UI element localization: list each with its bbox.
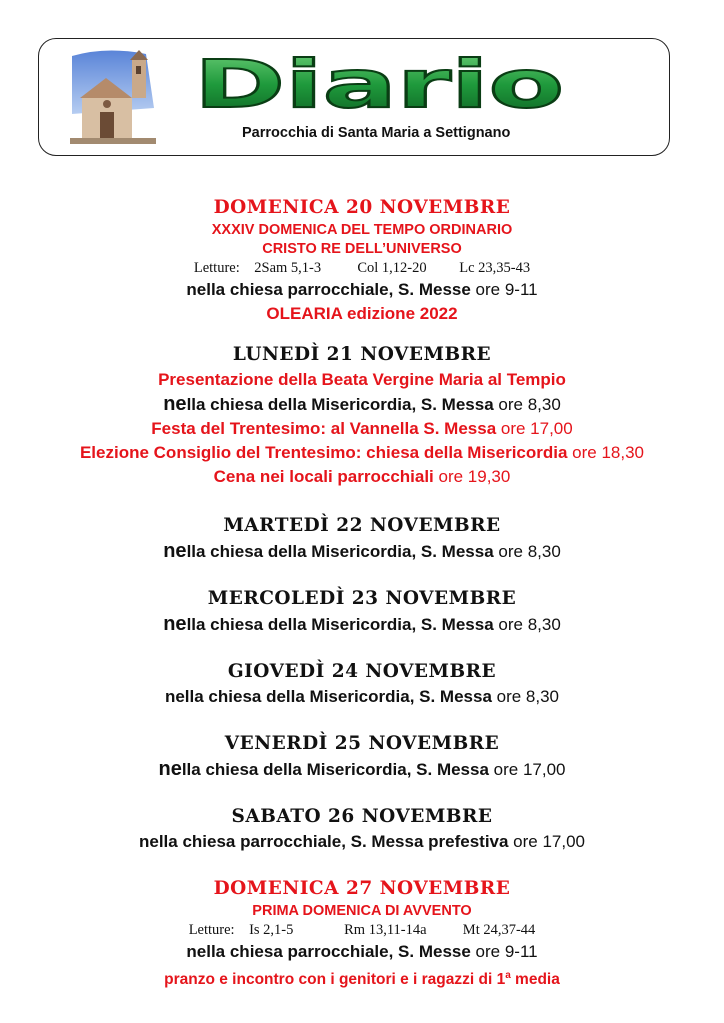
- day-block-22: [0, 513, 724, 564]
- day-title: DOMENICA 20 NOVEMBRE: [213, 197, 511, 218]
- event-line: [0, 964, 724, 992]
- day-title: GIOVEDÌ 24 NOVEMBRE: [227, 661, 497, 682]
- mass-n: ne: [163, 540, 187, 562]
- mass-line: [0, 685, 724, 709]
- event-text: pranzo e incontro con i genitori e i ragazzi di 1: [164, 971, 506, 989]
- day-block-23: [0, 586, 724, 637]
- readings: Letture: 2Sam 5,1-3 Col 1,12-20 Lc 23,35-43: [193, 260, 531, 276]
- day-block-24: [0, 659, 724, 709]
- mass-time: ore 8,30: [493, 542, 561, 561]
- mass-place: lla chiesa della Misericordia, S. Messa: [186, 615, 494, 634]
- church-image: [66, 48, 160, 146]
- mass-line: [0, 392, 724, 417]
- day-title: SABATO 26 NOVEMBRE: [231, 806, 493, 827]
- festa-line: [0, 417, 724, 441]
- elezione-text: Elezione Consiglio del Trentesimo: chiesa della Misericordia: [79, 443, 568, 462]
- mass-line: [0, 757, 724, 782]
- diario-title-text: Diario: [194, 46, 564, 121]
- mass-n: ne: [158, 758, 182, 780]
- mass-time: ore 9-11: [470, 942, 538, 961]
- festa-time: ore 17,00: [496, 419, 573, 438]
- day-title: DOMENICA 27 NOVEMBRE: [213, 878, 511, 899]
- day-subtitle: CRISTO RE DELL’UNIVERSO: [262, 241, 462, 257]
- mass-place: nella chiesa parrocchiale, S. Messe: [186, 280, 471, 299]
- event-line: OLEARIA edizione 2022: [266, 304, 458, 323]
- readings: Letture: Is 2,1-5 Rm 13,11-14a Mt 24,37-44: [188, 922, 536, 938]
- day-subtitle: PRIMA DOMENICA DI AVVENTO: [252, 903, 472, 919]
- mass-place: lla chiesa della Misericordia, S. Messa: [181, 760, 489, 779]
- cena-text: Cena nei locali parrocchiali: [213, 467, 434, 486]
- schedule: [0, 195, 724, 992]
- day-title: MERCOLEDÌ 23 NOVEMBRE: [207, 588, 517, 609]
- day-title: LUNEDÌ 21 NOVEMBRE: [232, 344, 492, 365]
- day-block-20: [0, 195, 724, 326]
- mass-n: ne: [163, 393, 187, 415]
- day-block-21: [0, 342, 724, 489]
- mass-time: ore 8,30: [493, 615, 561, 634]
- mass-line: [0, 940, 724, 964]
- mass-n: ne: [163, 613, 187, 635]
- mass-time: ore 9-11: [470, 280, 538, 299]
- mass-line: [0, 830, 724, 854]
- event-end: media: [510, 971, 560, 989]
- day-title: VENERDÌ 25 NOVEMBRE: [224, 733, 500, 754]
- day-block-25: [0, 731, 724, 782]
- cena-line: [0, 465, 724, 489]
- mass-place: nella chiesa parrocchiale, S. Messe: [186, 942, 471, 961]
- festa-text: Festa del Trentesimo: al Vannella S. Messa: [151, 419, 497, 438]
- mass-line: [0, 278, 724, 302]
- day-subtitle: XXXIV DOMENICA DEL TEMPO ORDINARIO: [211, 222, 513, 238]
- event-sup: a: [505, 970, 511, 981]
- elezione-line: [0, 441, 724, 465]
- mass-place: lla chiesa della Misericordia, S. Messa: [186, 395, 494, 414]
- day-title: MARTEDÌ 22 NOVEMBRE: [223, 515, 501, 536]
- mass-time: ore 8,30: [493, 395, 561, 414]
- day-block-26: [0, 804, 724, 854]
- elezione-time: ore 18,30: [567, 443, 645, 462]
- mass-time: ore 17,00: [508, 832, 586, 851]
- mass-time: ore 17,00: [488, 760, 566, 779]
- diario-title-logo: [184, 45, 574, 121]
- mass-line: [0, 539, 724, 564]
- feast-line: Presentazione della Beata Vergine Maria al Tempio: [158, 370, 566, 389]
- mass-place: nella chiesa della Misericordia, S. Messa: [164, 687, 492, 706]
- mass-place: nella chiesa parrocchiale, S. Messa prefestiva: [138, 832, 509, 851]
- parish-name: Parrocchia di Santa Maria a Settignano: [242, 125, 511, 141]
- header-box: [38, 38, 670, 156]
- mass-place: lla chiesa della Misericordia, S. Messa: [186, 542, 494, 561]
- mass-line: [0, 612, 724, 637]
- day-block-27: [0, 876, 724, 992]
- cena-time: ore 19,30: [433, 467, 511, 486]
- mass-time: ore 8,30: [491, 687, 560, 706]
